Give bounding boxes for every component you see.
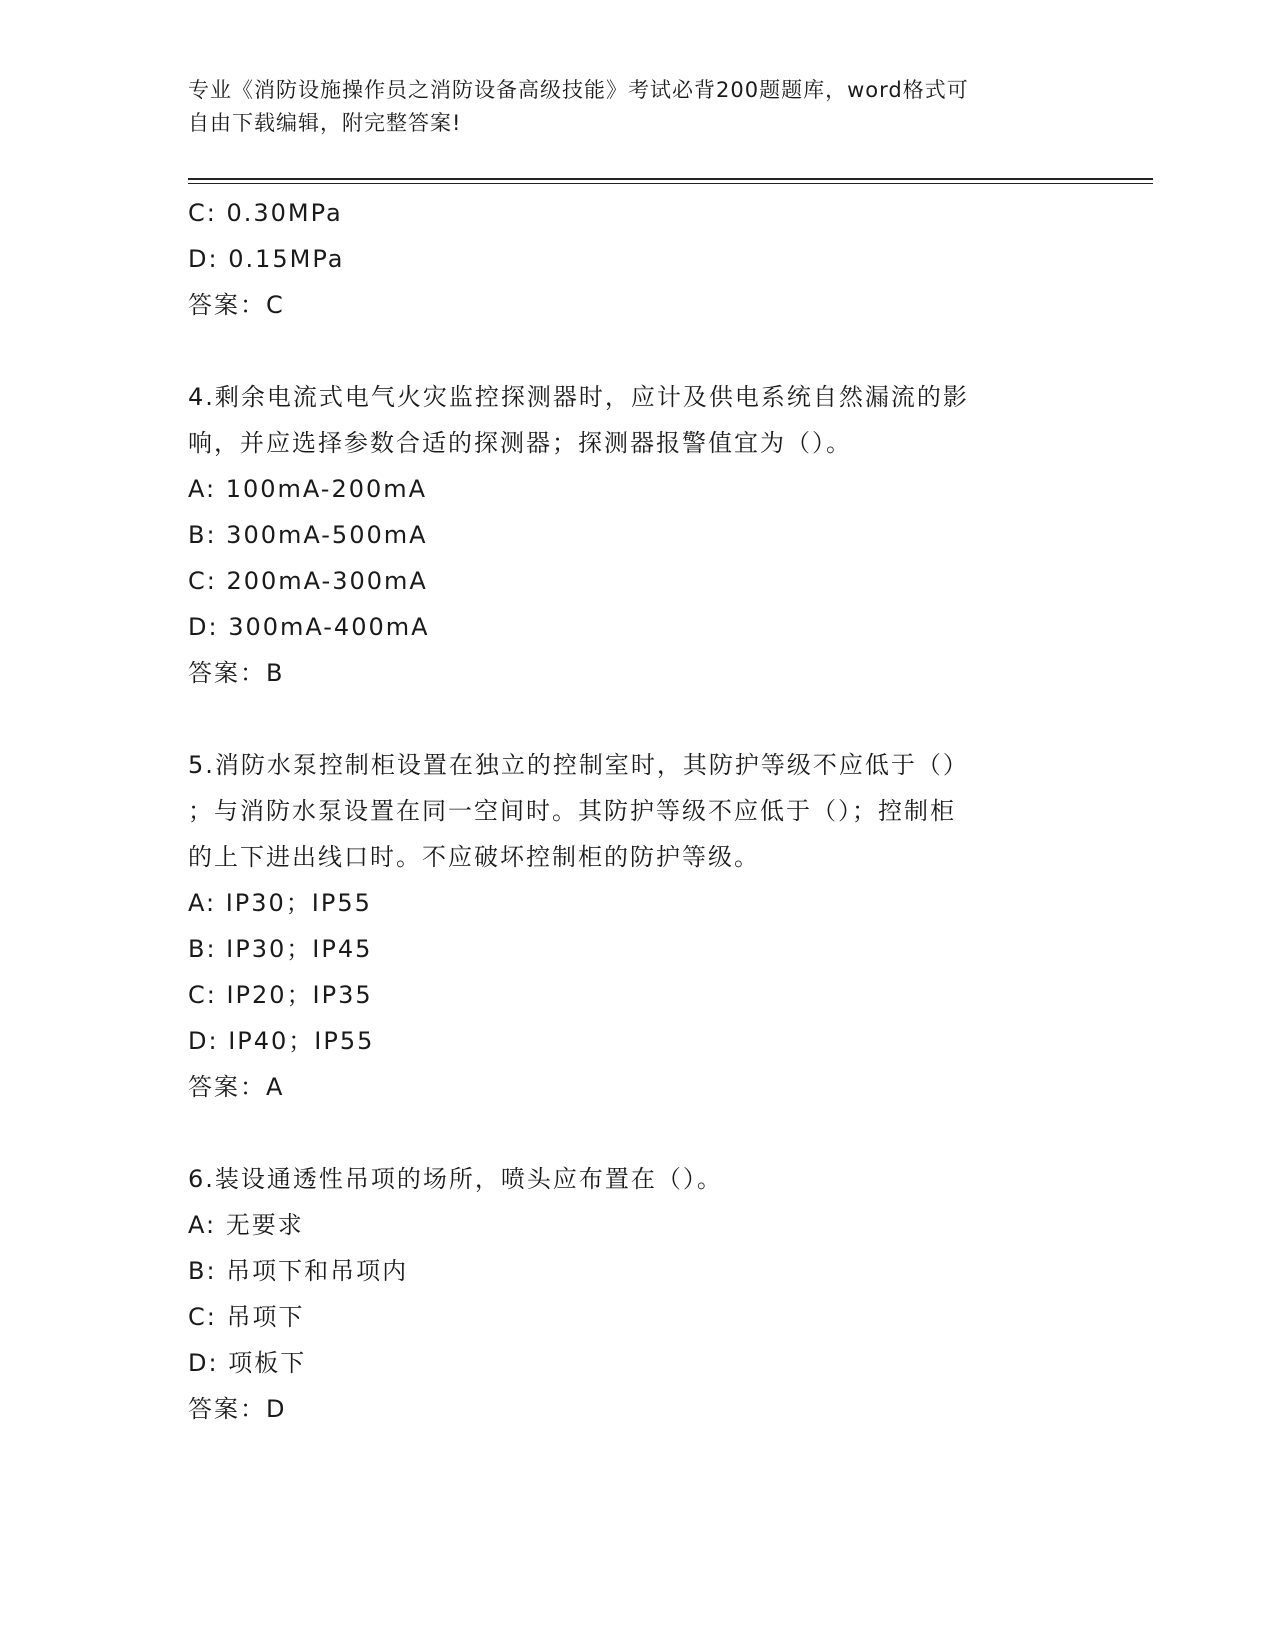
header-divider — [188, 178, 1153, 180]
option-c: C: 200mA-300mA — [188, 567, 428, 595]
answer-line: 答案：A — [188, 1073, 285, 1101]
option-d: D: IP40；IP55 — [188, 1027, 375, 1055]
option-c: C: IP20；IP35 — [188, 981, 373, 1009]
question-stem-line: 5.消防水泵控制柜设置在独立的控制室时，其防护等级不应低于（） — [188, 751, 969, 779]
option-b: B: IP30；IP45 — [188, 935, 373, 963]
spacer — [188, 1110, 1068, 1156]
question-stem-line: 响，并应选择参数合适的探测器；探测器报警值宜为（）。 — [188, 429, 852, 457]
question-list — [188, 190, 1068, 1432]
question-stem-line: 6.装设通透性吊项的场所，喷头应布置在（）。 — [188, 1165, 723, 1193]
answer-line: 答案：B — [188, 659, 285, 687]
option-c: C: 吊项下 — [188, 1303, 305, 1331]
question-5 — [188, 742, 1068, 1110]
spacer — [188, 696, 1068, 742]
header-line-1: 专业《消防设施操作员之消防设备高级技能》考试必背200题题库，word格式可 — [188, 78, 969, 102]
option-a: A: 无要求 — [188, 1211, 304, 1239]
answer-line: 答案：C — [188, 291, 285, 319]
question-4 — [188, 374, 1068, 696]
option-d: D: 300mA-400mA — [188, 613, 430, 641]
document-header — [188, 74, 1068, 140]
answer-line: 答案：D — [188, 1395, 287, 1423]
option-b: B: 吊项下和吊项内 — [188, 1257, 409, 1285]
question-stem-line: ；与消防水泵设置在同一空间时。其防护等级不应低于（）；控制柜 — [188, 797, 956, 825]
option-a: A: 100mA-200mA — [188, 475, 428, 503]
question-6 — [188, 1156, 1068, 1432]
header-divider-thin — [188, 183, 1153, 184]
header-line-2: 自由下载编辑，附完整答案! — [188, 111, 462, 135]
question-stem-line: 的上下进出线口时。不应破坏控制柜的防护等级。 — [188, 843, 760, 871]
option-a: A: IP30；IP55 — [188, 889, 372, 917]
option-b: B: 300mA-500mA — [188, 521, 428, 549]
question-3-tail — [188, 190, 1068, 328]
option-c: C: 0.30MPa — [188, 199, 343, 227]
option-d: D: 项板下 — [188, 1349, 307, 1377]
option-d: D: 0.15MPa — [188, 245, 345, 273]
question-stem-line: 4.剩余电流式电气火灾监控探测器时，应计及供电系统自然漏流的影 — [188, 383, 969, 411]
spacer — [188, 328, 1068, 374]
